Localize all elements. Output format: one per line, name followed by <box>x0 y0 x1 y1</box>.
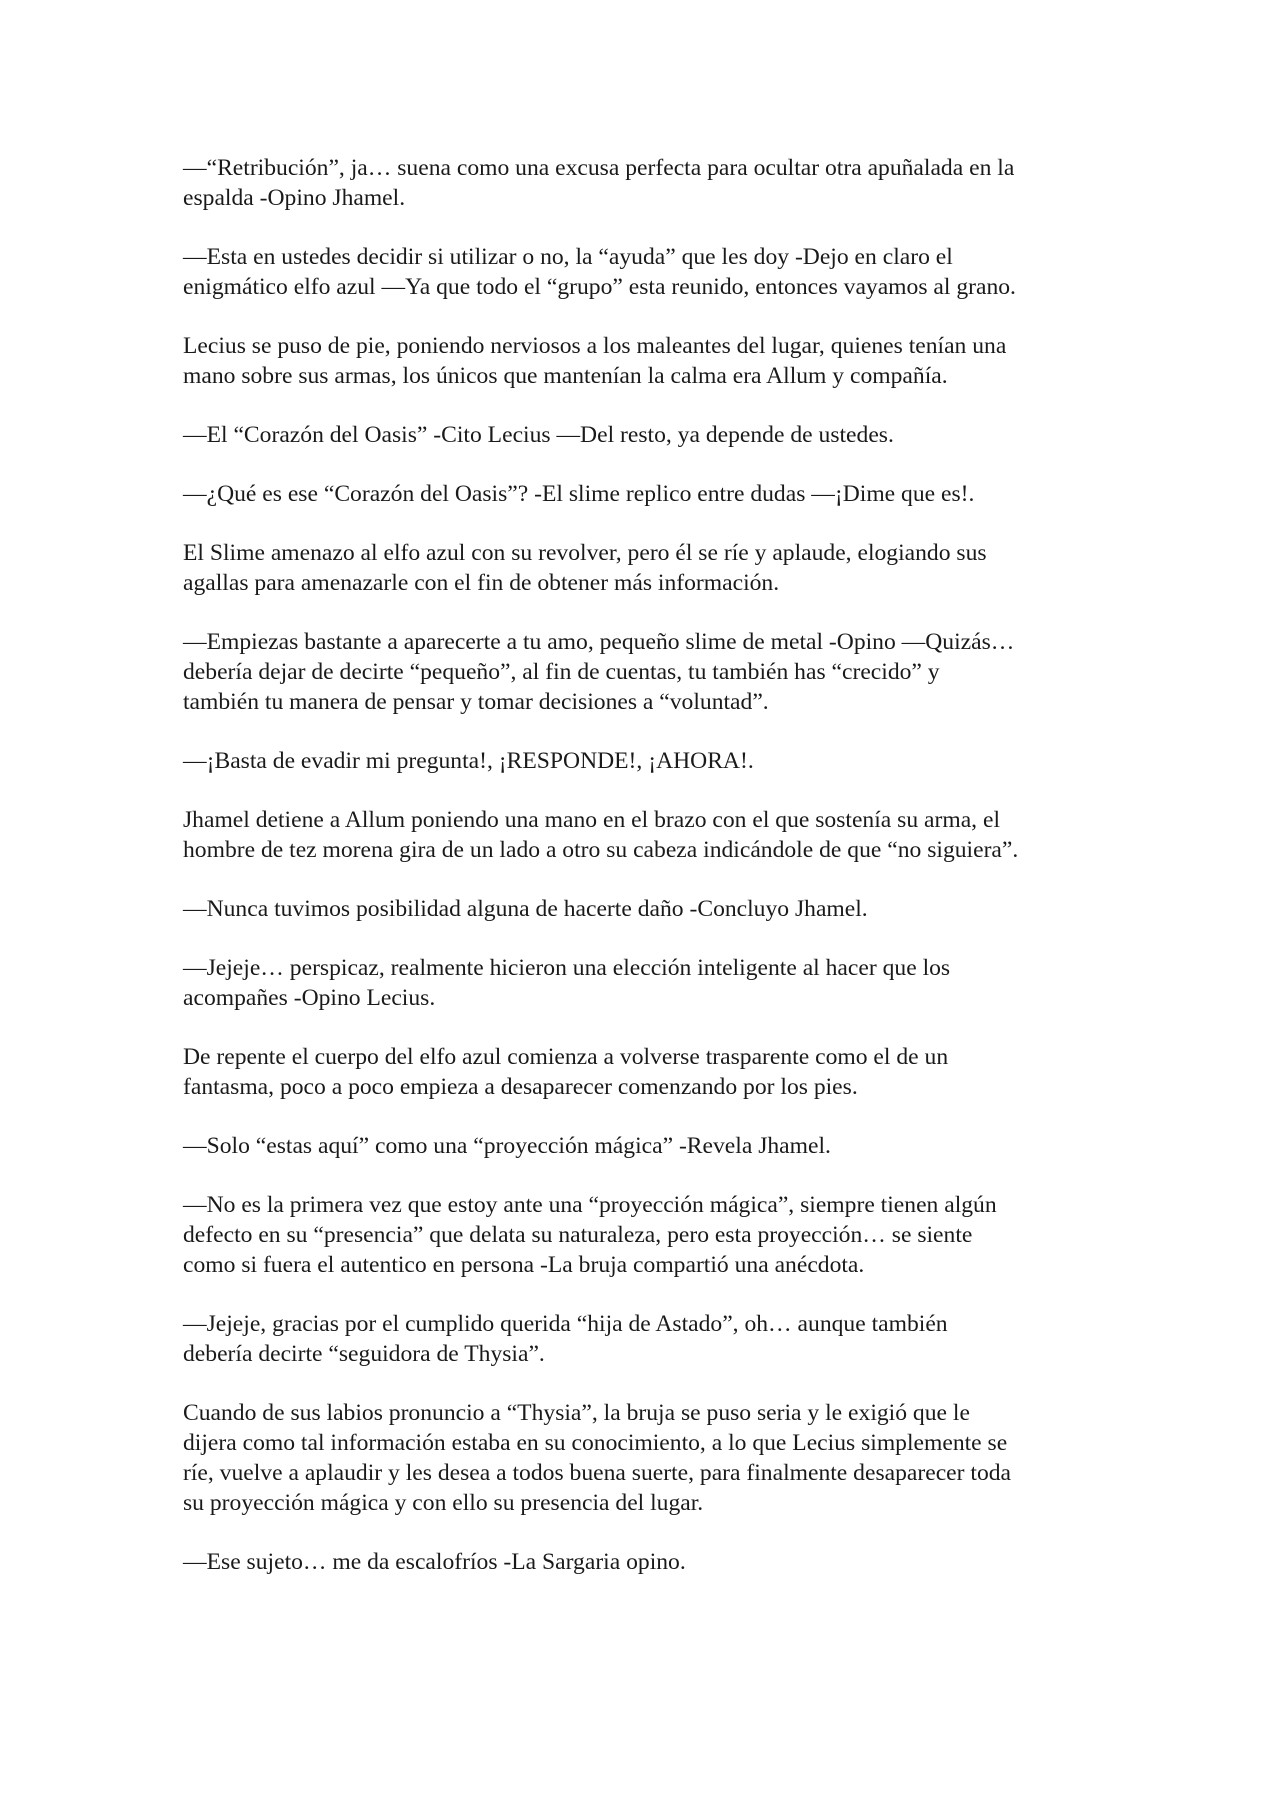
paragraph-10: —Nunca tuvimos posibilidad alguna de hacerte daño -Concluyo Jhamel. <box>183 896 868 922</box>
paragraph-14: —No es la primera vez que estoy ante una “proyección mágica”, siempre tienen algún defecto en su “presencia” que delata su naturaleza, pero esta proyección… se siente como si fuera el autentico en persona -La bruja compartió una anécdota. <box>183 1192 997 1278</box>
paragraph-15: —Jejeje, gracias por el cumplido querida “hija de Astado”, oh… aunque también debería decirte “seguidora de Thysia”. <box>183 1311 948 1367</box>
document-body <box>183 153 1103 1606</box>
paragraph-3: Lecius se puso de pie, poniendo nerviosos a los maleantes del lugar, quienes tenían una mano sobre sus armas, los únicos que mantenían la calma era Allum y compañía. <box>183 333 1007 389</box>
paragraph-5: —¿Qué es ese “Corazón del Oasis”? -El slime replico entre dudas —¡Dime que es!. <box>183 481 975 507</box>
paragraph-8: —¡Basta de evadir mi pregunta!, ¡RESPONDE!, ¡AHORA!. <box>183 748 754 774</box>
paragraph-4: —El “Corazón del Oasis” -Cito Lecius —Del resto, ya depende de ustedes. <box>183 422 894 448</box>
paragraph-17: —Ese sujeto… me da escalofríos -La Sargaria opino. <box>183 1549 686 1575</box>
paragraph-11: —Jejeje… perspicaz, realmente hicieron una elección inteligente al hacer que los acompañes -Opino Lecius. <box>183 955 951 1011</box>
paragraph-12: De repente el cuerpo del elfo azul comienza a volverse trasparente como el de un fantasma, poco a poco empieza a desaparecer comenzando por los pies. <box>183 1044 949 1100</box>
paragraph-7: —Empiezas bastante a aparecerte a tu amo, pequeño slime de metal -Opino —Quizás… debería dejar de decirte “pequeño”, al fin de cuentas, tu también has “crecido” y también tu manera de pensar y tomar decisiones a “voluntad”. <box>183 629 1015 715</box>
paragraph-16: Cuando de sus labios pronuncio a “Thysia”, la bruja se puso seria y le exigió que le dijera como tal información estaba en su conocimiento, a lo que Lecius simplemente se ríe, vuelve a aplaudir y les desea a todos buena suerte, para finalmente desaparecer toda su proyección mágica y con ello su presencia del lugar. <box>183 1400 1012 1516</box>
paragraph-13: —Solo “estas aquí” como una “proyección mágica” -Revela Jhamel. <box>183 1133 831 1159</box>
paragraph-9: Jhamel detiene a Allum poniendo una mano en el brazo con el que sostenía su arma, el hombre de tez morena gira de un lado a otro su cabeza indicándole de que “no siguiera”. <box>183 807 1019 863</box>
paragraph-6: El Slime amenazo al elfo azul con su revolver, pero él se ríe y aplaude, elogiando sus agallas para amenazarle con el fin de obtener más información. <box>183 540 987 596</box>
paragraph-1: —“Retribución”, ja… suena como una excusa perfecta para ocultar otra apuñalada en la espalda -Opino Jhamel. <box>183 155 1015 211</box>
paragraph-2: —Esta en ustedes decidir si utilizar o no, la “ayuda” que les doy -Dejo en claro el enigmático elfo azul —Ya que todo el “grupo” esta reunido, entonces vayamos al grano. <box>183 244 1016 300</box>
